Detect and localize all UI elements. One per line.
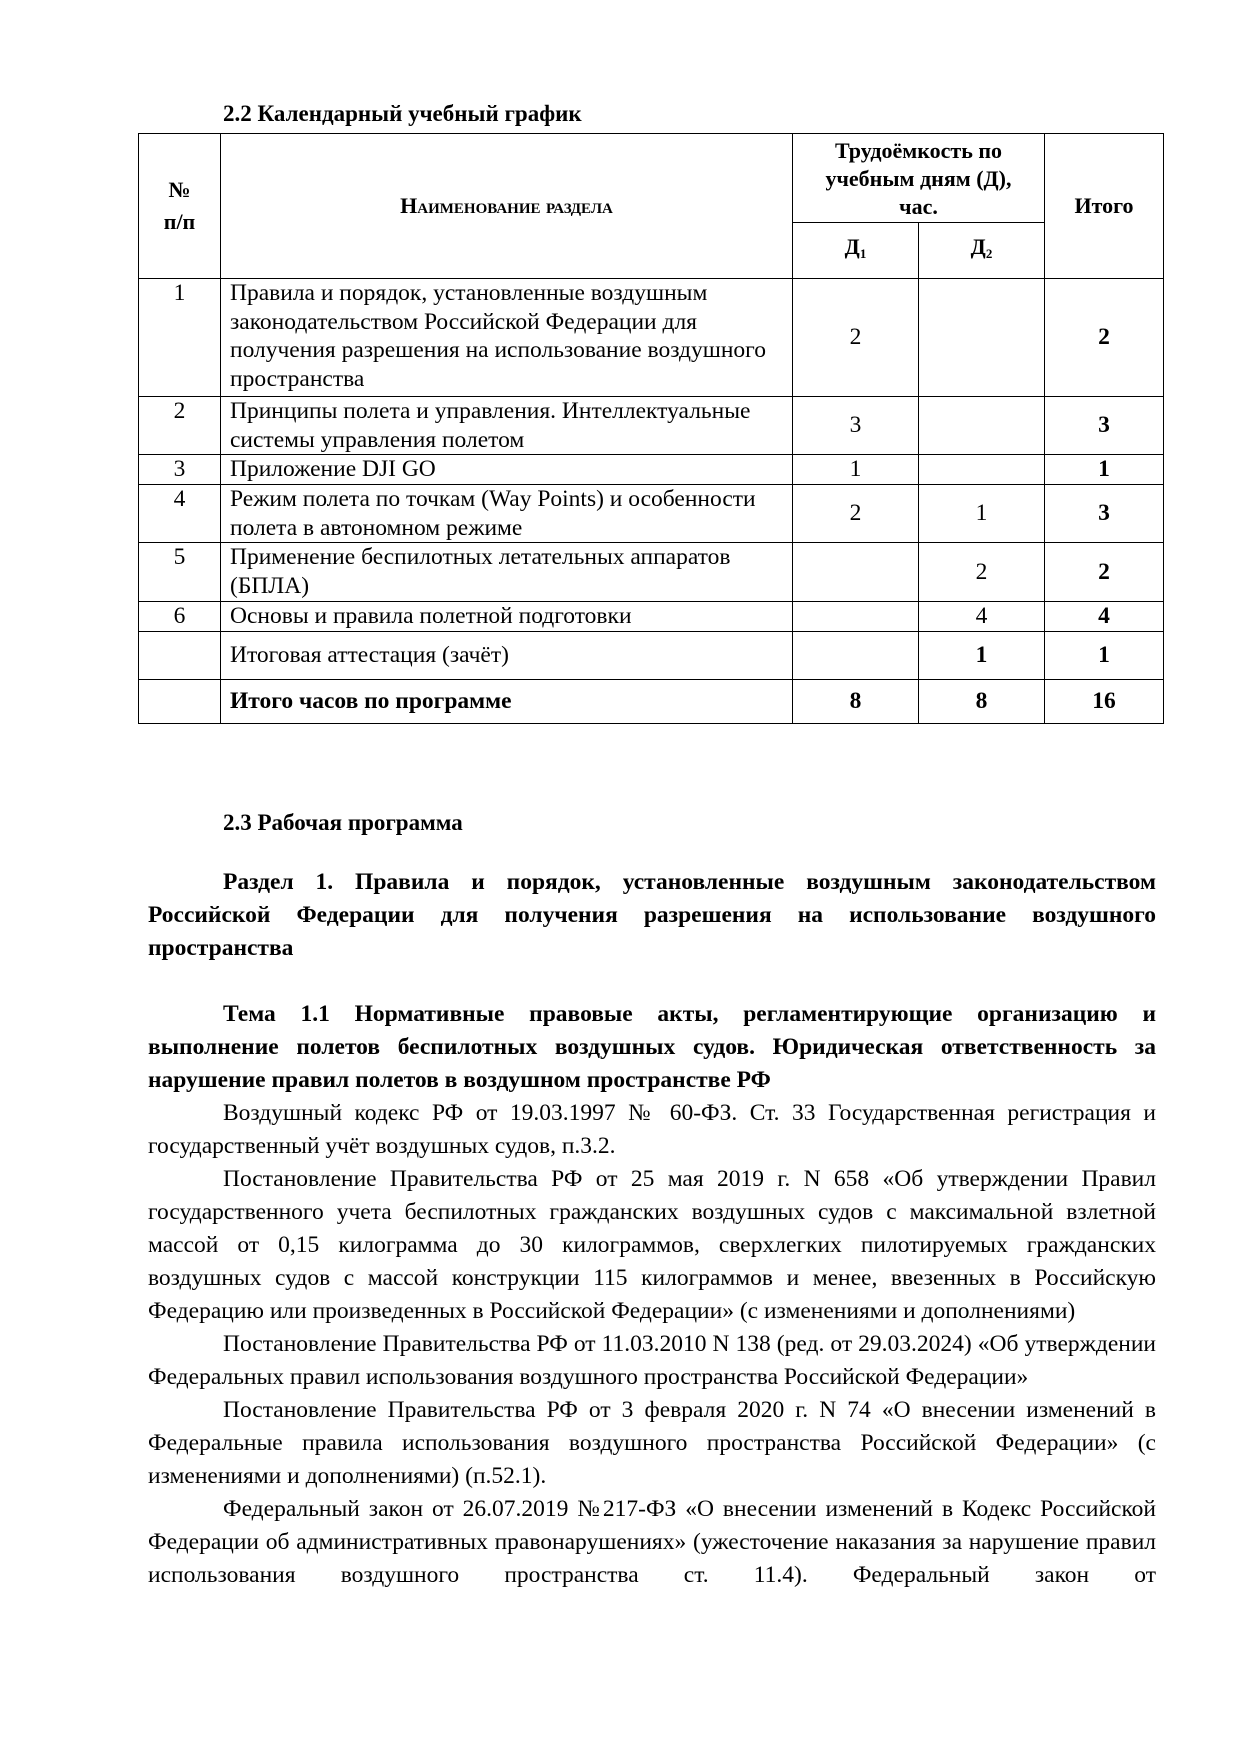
row-total: 16 bbox=[1045, 680, 1164, 724]
table-row bbox=[139, 455, 1164, 485]
row-day-1: 8 bbox=[793, 680, 919, 724]
header-section-name: Наименование раздела bbox=[221, 134, 793, 279]
table-row bbox=[139, 397, 1164, 455]
row-num: 4 bbox=[139, 485, 221, 543]
calendar-schedule-table bbox=[138, 133, 1164, 724]
header-workload-by-day bbox=[793, 134, 1045, 223]
row-day-1: 3 bbox=[793, 397, 919, 455]
row-name: Принципы полета и управления. Интеллектуальные системы управления полетом bbox=[221, 397, 793, 455]
row-num: 2 bbox=[139, 397, 221, 455]
razdel-1-text: Раздел 1. Правила и порядок, установленные воздушным законодательством Российской Федерации для получения разрешения на использование воздушного пространства bbox=[148, 869, 1156, 961]
row-day-1 bbox=[793, 543, 919, 602]
header-day-1-label: Д bbox=[844, 233, 860, 259]
row-num: 1 bbox=[139, 279, 221, 397]
header-day-2-label: Д bbox=[970, 233, 986, 259]
row-name: Итого часов по программе bbox=[221, 680, 793, 724]
topic-1-1-heading: Тема 1.1 Нормативные правовые акты, регламентирующие организацию и выполнение полетов беспилотных воздушных судов. Юридическая ответственность за нарушение правил полетов в воздушном пространстве РФ bbox=[148, 1001, 1156, 1093]
header-day-1-sub: 1 bbox=[859, 245, 867, 261]
row-num: 3 bbox=[139, 455, 221, 485]
row-name: Итоговая аттестация (зачёт) bbox=[221, 632, 793, 680]
table-row-grand-total bbox=[139, 680, 1164, 724]
header-day-2-sub: 2 bbox=[985, 245, 993, 261]
row-day-2: 8 bbox=[919, 680, 1045, 724]
header-day-2 bbox=[919, 223, 1045, 279]
row-day-1 bbox=[793, 632, 919, 680]
row-name: Основы и правила полетной подготовки bbox=[221, 602, 793, 632]
paragraph-air-code: Воздушный кодекс РФ от 19.03.1997 № 60-ФЗ. Ст. 33 Государственная регистрация и государственный учёт воздушных судов, п.3.2. bbox=[148, 1100, 1156, 1159]
row-name: Режим полета по точкам (Way Points) и особенности полета в автономном режиме bbox=[221, 485, 793, 543]
header-num-label: № п/п bbox=[163, 177, 196, 234]
row-day-2: 1 bbox=[919, 485, 1045, 543]
row-num bbox=[139, 632, 221, 680]
razdel-1-heading bbox=[148, 866, 1156, 965]
row-day-1: 2 bbox=[793, 279, 919, 397]
section-title-calendar-schedule: 2.2 Календарный учебный график bbox=[223, 101, 582, 126]
row-total: 2 bbox=[1045, 543, 1164, 602]
row-total: 1 bbox=[1045, 455, 1164, 485]
row-day-2: 2 bbox=[919, 543, 1045, 602]
row-day-1: 1 bbox=[793, 455, 919, 485]
topic-1-1-block bbox=[148, 998, 1156, 1592]
row-total: 2 bbox=[1045, 279, 1164, 397]
table-header-row bbox=[139, 134, 1164, 223]
section-title-work-program: 2.3 Рабочая программа bbox=[223, 810, 463, 835]
row-num bbox=[139, 680, 221, 724]
header-num bbox=[139, 134, 221, 279]
paragraph-decree-74: Постановление Правительства РФ от 3 февраля 2020 г. N 74 «О внесении изменений в Федеральные правила использования воздушного пространства Российской Федерации» (с изменениями и дополнениями) (п.52.1). bbox=[148, 1397, 1156, 1489]
row-day-1 bbox=[793, 602, 919, 632]
table-row bbox=[139, 543, 1164, 602]
row-day-1: 2 bbox=[793, 485, 919, 543]
header-day-1 bbox=[793, 223, 919, 279]
row-total: 3 bbox=[1045, 397, 1164, 455]
row-day-2 bbox=[919, 455, 1045, 485]
row-num: 6 bbox=[139, 602, 221, 632]
paragraph-decree-658: Постановление Правительства РФ от 25 мая 2019 г. N 658 «Об утверждении Правил государственного учета беспилотных гражданских воздушных судов с максимальной взлетной массой от 0,15 килограмма до 30 килограммов, сверхлегких пилотируемых гражданских воздушных судов с массой конструкции 115 килограммов и менее, ввезенных в Российскую Федерацию или произведенных в Российской Федерации» (с изменениями и дополнениями) bbox=[148, 1166, 1156, 1324]
row-day-2: 1 bbox=[919, 632, 1045, 680]
row-name: Правила и порядок, установленные воздушным законодательством Российской Федерации для получения разрешения на использование воздушного пространства bbox=[221, 279, 793, 397]
paragraph-federal-law-217: Федеральный закон от 26.07.2019 №217-ФЗ «О внесении изменений в Кодекс Российской Федерации об административных правонарушениях» (ужесточение наказания за нарушение правил использования воздушного пространства ст. 11.4). Федеральный закон от bbox=[148, 1496, 1156, 1588]
table-row-final-assessment bbox=[139, 632, 1164, 680]
row-day-2 bbox=[919, 279, 1045, 397]
row-total: 3 bbox=[1045, 485, 1164, 543]
row-total: 4 bbox=[1045, 602, 1164, 632]
row-day-2: 4 bbox=[919, 602, 1045, 632]
table-row bbox=[139, 485, 1164, 543]
row-name: Применение беспилотных летательных аппаратов (БПЛА) bbox=[221, 543, 793, 602]
row-total: 1 bbox=[1045, 632, 1164, 680]
header-workload-label: Трудоёмкость по учебным дням (Д), час. bbox=[825, 138, 1012, 219]
row-day-2 bbox=[919, 397, 1045, 455]
row-num: 5 bbox=[139, 543, 221, 602]
table-row bbox=[139, 602, 1164, 632]
table-row bbox=[139, 279, 1164, 397]
row-name: Приложение DJI GO bbox=[221, 455, 793, 485]
header-total: Итого bbox=[1045, 134, 1164, 279]
paragraph-decree-138: Постановление Правительства РФ от 11.03.2010 N 138 (ред. от 29.03.2024) «Об утверждении Федеральных правил использования воздушного пространства Российской Федерации» bbox=[148, 1331, 1156, 1390]
